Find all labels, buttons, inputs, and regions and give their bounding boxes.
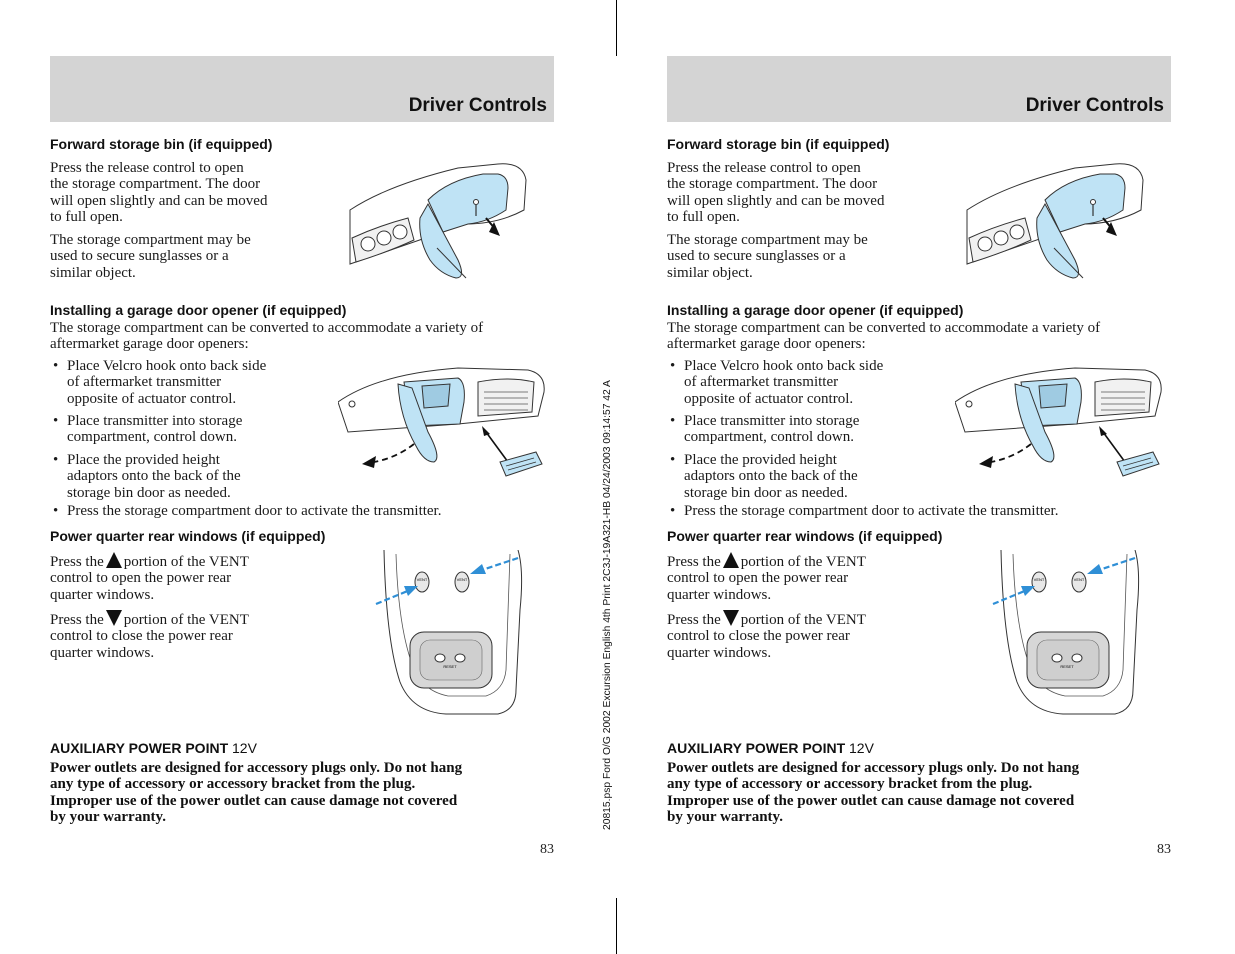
text-span: portion of the VENT xyxy=(740,612,866,628)
crop-mark-top xyxy=(616,0,617,56)
garage-intro xyxy=(667,320,1171,353)
windows-open-para xyxy=(667,552,866,603)
section-title: Driver Controls xyxy=(1025,95,1164,116)
text-line: opposite of actuator control. xyxy=(684,390,854,407)
text-span: Press the xyxy=(667,554,721,570)
text-line: Power outlets are designed for accessory plugs only. Do not hang xyxy=(50,760,463,776)
bullet-dot-icon: • xyxy=(670,452,676,468)
text-line: Place the provided height xyxy=(684,452,837,468)
storage-bin-para-1 xyxy=(50,160,267,226)
windows-close-para xyxy=(50,610,249,661)
aux-heading-text: AUXILIARY POWER POINT xyxy=(50,740,229,756)
page-number: 83 xyxy=(540,842,554,857)
text-line: Press the storage compartment door to activate the transmitter. xyxy=(67,503,442,519)
text-span: Press the xyxy=(50,554,104,570)
print-slug: 20815.psp Ford O/G 2002 Excursion English 4th Print 2C3J-19A321-HB 04/24/2003 09:14:57 42 A xyxy=(602,380,613,830)
text-line: adaptors onto the back of the xyxy=(67,468,241,485)
section-title: Driver Controls xyxy=(408,95,547,116)
triangle-up-icon xyxy=(106,552,122,568)
text-line: similar object. xyxy=(667,264,753,281)
text-line: storage bin door as needed. xyxy=(67,484,231,501)
storage-bin-para-1 xyxy=(667,160,884,226)
text-line xyxy=(667,610,866,628)
garage-heading: Installing a garage door opener (if equipped) xyxy=(667,302,964,318)
aux-heading xyxy=(50,740,257,756)
text-line: of aftermarket transmitter xyxy=(684,374,839,391)
aux-warning xyxy=(667,760,1171,826)
text-span: Press the xyxy=(667,612,721,628)
text-line: any type of accessory or accessory bracket from the plug. xyxy=(667,776,1033,793)
list-item xyxy=(667,358,883,407)
page-number: 83 xyxy=(1157,842,1171,857)
windows-heading: Power quarter rear windows (if equipped) xyxy=(667,528,943,544)
text-span: portion of the VENT xyxy=(123,554,249,570)
garage-intro xyxy=(50,320,554,353)
text-line: will open slightly and can be moved xyxy=(50,192,268,209)
manual-page-right xyxy=(667,56,1171,866)
list-item xyxy=(50,358,266,407)
section-header xyxy=(50,56,554,122)
text-line: by your warranty. xyxy=(667,809,783,826)
text-span: portion of the VENT xyxy=(740,554,866,570)
list-item xyxy=(50,503,441,519)
text-span: portion of the VENT xyxy=(123,612,249,628)
bullet-dot-icon: • xyxy=(53,358,59,374)
text-line: Improper use of the power outlet can cause damage not covered xyxy=(667,792,1075,809)
text-line: control to close the power rear xyxy=(50,628,233,645)
garage-heading: Installing a garage door opener (if equipped) xyxy=(50,302,347,318)
text-line: Place Velcro hook onto back side xyxy=(684,358,884,374)
reset-label: RESET xyxy=(1060,664,1074,669)
text-line xyxy=(667,552,866,570)
text-line: Improper use of the power outlet can cause damage not covered xyxy=(50,792,458,809)
text-line: control to open the power rear xyxy=(667,570,849,587)
text-line: any type of accessory or accessory bracket from the plug. xyxy=(50,776,416,793)
text-line: The storage compartment may be xyxy=(50,232,251,248)
windows-open-para xyxy=(50,552,249,603)
windows-heading: Power quarter rear windows (if equipped) xyxy=(50,528,326,544)
triangle-up-icon xyxy=(723,552,739,568)
text-line: compartment, control down. xyxy=(684,429,854,446)
text-line: quarter windows. xyxy=(50,586,155,603)
text-line: opposite of actuator control. xyxy=(67,390,237,407)
vent-control-illustration xyxy=(366,550,526,716)
bullet-dot-icon: • xyxy=(53,503,59,519)
text-line: to full open. xyxy=(667,209,740,226)
list-item xyxy=(667,413,859,446)
text-line: by your warranty. xyxy=(50,809,166,826)
crop-mark-bottom xyxy=(616,898,617,954)
text-line: quarter windows. xyxy=(50,644,155,661)
triangle-down-icon xyxy=(723,610,739,626)
list-item xyxy=(667,452,858,501)
storage-bin-illustration xyxy=(348,160,558,280)
storage-bin-para-2 xyxy=(50,232,251,281)
reset-label: RESET xyxy=(443,664,457,669)
text-line: aftermarket garage door openers: xyxy=(50,336,249,353)
text-line: the storage compartment. The door xyxy=(50,176,261,193)
text-line: to full open. xyxy=(50,209,123,226)
bullet-dot-icon: • xyxy=(670,503,676,519)
bullet-dot-icon: • xyxy=(53,452,59,468)
text-line: Place Velcro hook onto back side xyxy=(67,358,267,374)
text-line: Place transmitter into storage xyxy=(67,413,243,429)
text-line: The storage compartment may be xyxy=(667,232,868,248)
aux-heading-text: AUXILIARY POWER POINT xyxy=(667,740,846,756)
text-line: storage bin door as needed. xyxy=(684,484,848,501)
text-line: adaptors onto the back of the xyxy=(684,468,858,485)
text-line: The storage compartment can be converted to accommodate a variety of xyxy=(667,320,1101,336)
aux-voltage: 12V xyxy=(232,740,257,756)
text-span: Press the xyxy=(50,612,104,628)
vent-label-left: VENT xyxy=(1033,577,1045,582)
text-line: control to open the power rear xyxy=(50,570,232,587)
vent-label-left: VENT xyxy=(416,577,428,582)
text-line: control to close the power rear xyxy=(667,628,850,645)
text-line: will open slightly and can be moved xyxy=(667,192,885,209)
text-line xyxy=(50,552,249,570)
storage-bin-heading: Forward storage bin (if equipped) xyxy=(50,136,273,152)
text-line: quarter windows. xyxy=(667,644,772,661)
text-line: the storage compartment. The door xyxy=(667,176,878,193)
text-line: Place the provided height xyxy=(67,452,220,468)
text-line: compartment, control down. xyxy=(67,429,237,446)
text-line: Power outlets are designed for accessory plugs only. Do not hang xyxy=(667,760,1080,776)
text-line: similar object. xyxy=(50,264,136,281)
aux-heading xyxy=(667,740,874,756)
windows-close-para xyxy=(667,610,866,661)
text-line: used to secure sunglasses or a xyxy=(50,248,229,265)
text-line xyxy=(50,610,249,628)
text-line: Press the storage compartment door to activate the transmitter. xyxy=(684,503,1059,519)
aux-voltage: 12V xyxy=(849,740,874,756)
list-item xyxy=(667,503,1058,519)
text-line: The storage compartment can be converted to accommodate a variety of xyxy=(50,320,484,336)
list-item xyxy=(50,413,242,446)
list-item xyxy=(50,452,241,501)
manual-page-left xyxy=(50,56,554,866)
vent-label-right: VENT xyxy=(1073,577,1085,582)
triangle-down-icon xyxy=(106,610,122,626)
storage-bin-illustration xyxy=(965,160,1175,280)
text-line: Press the release control to open xyxy=(50,160,244,176)
bullet-dot-icon: • xyxy=(53,413,59,429)
aux-warning xyxy=(50,760,554,826)
vent-control-illustration xyxy=(983,550,1143,716)
garage-opener-illustration xyxy=(338,362,550,486)
storage-bin-para-2 xyxy=(667,232,868,281)
text-line: aftermarket garage door openers: xyxy=(667,336,866,353)
text-line: used to secure sunglasses or a xyxy=(667,248,846,265)
section-header xyxy=(667,56,1171,122)
bullet-dot-icon: • xyxy=(670,413,676,429)
text-line: Press the release control to open xyxy=(667,160,861,176)
garage-opener-illustration xyxy=(955,362,1167,486)
text-line: quarter windows. xyxy=(667,586,772,603)
text-line: Place transmitter into storage xyxy=(684,413,860,429)
text-line: of aftermarket transmitter xyxy=(67,374,222,391)
storage-bin-heading: Forward storage bin (if equipped) xyxy=(667,136,890,152)
vent-label-right: VENT xyxy=(456,577,468,582)
bullet-dot-icon: • xyxy=(670,358,676,374)
